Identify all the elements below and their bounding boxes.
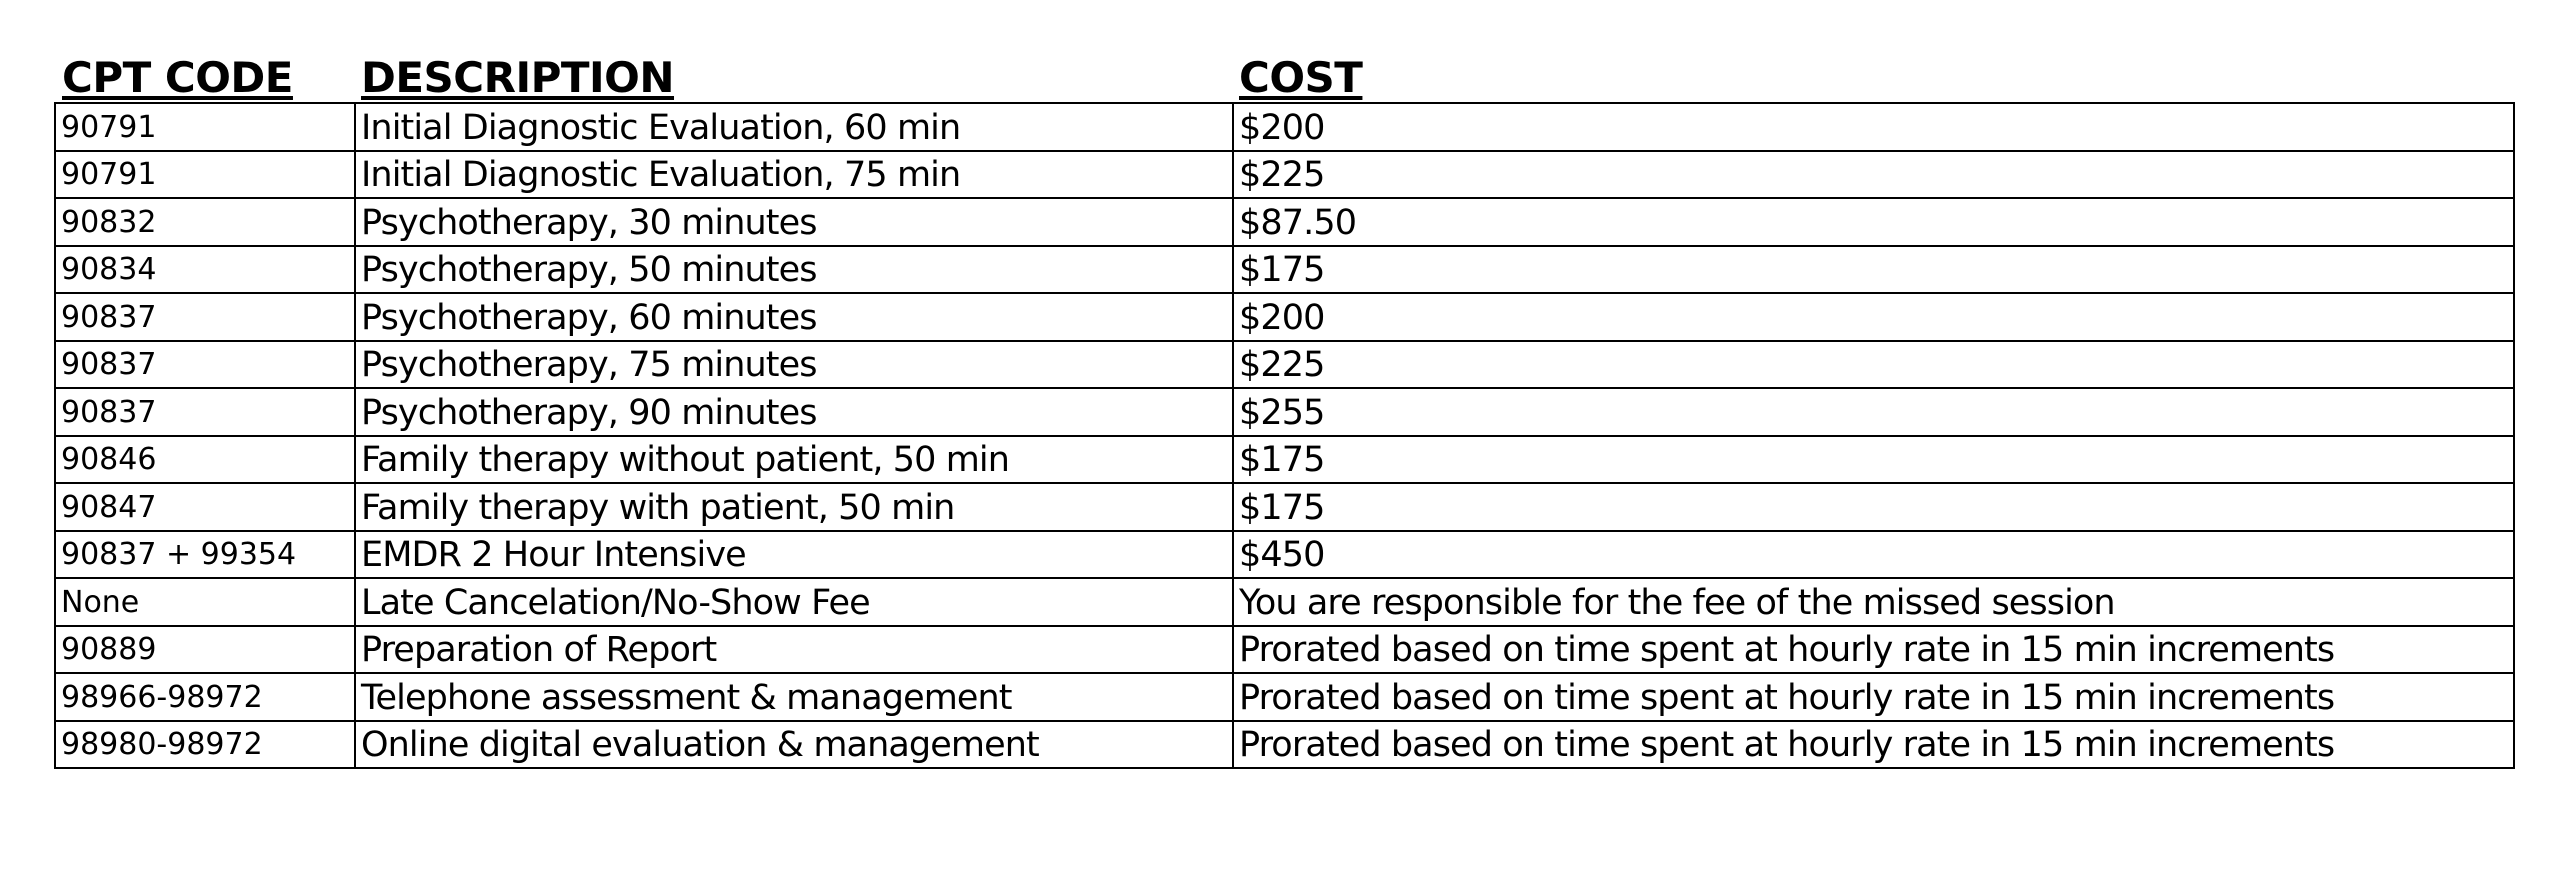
cpt-code-cell: 90837 [55,388,355,436]
description-cell: Family therapy with patient, 50 min [355,483,1233,531]
table-row [55,246,2514,294]
cost-cell: You are responsible for the fee of the missed session [1233,578,2514,626]
table-row [55,198,2514,246]
cost-cell: $175 [1233,436,2514,484]
table-row [55,388,2514,436]
cost-cell: $200 [1233,293,2514,341]
table-row [55,341,2514,389]
cpt-code-cell: 90791 [55,151,355,199]
cpt-code-cell: 90889 [55,626,355,674]
cpt-code-cell: 90837 [55,293,355,341]
cost-cell: $175 [1233,246,2514,294]
table-row [55,721,2514,769]
cost-cell: $255 [1233,388,2514,436]
header-description: DESCRIPTION [361,53,675,102]
description-cell: Late Cancelation/No-Show Fee [355,578,1233,626]
description-cell: Telephone assessment & management [355,673,1233,721]
cpt-code-cell: 90837 + 99354 [55,531,355,579]
description-cell: Psychotherapy, 60 minutes [355,293,1233,341]
fee-schedule [54,50,2513,769]
header-cost: COST [1239,53,1363,102]
table-row [55,103,2514,151]
cpt-code-cell: 90832 [55,198,355,246]
table-row [55,626,2514,674]
description-cell: Psychotherapy, 50 minutes [355,246,1233,294]
cost-cell: Prorated based on time spent at hourly rate in 15 min increments [1233,673,2514,721]
cpt-code-cell: 90846 [55,436,355,484]
cpt-code-cell: 90847 [55,483,355,531]
cpt-code-cell: 90837 [55,341,355,389]
fee-table-body [55,103,2514,768]
cpt-code-cell: 90791 [55,103,355,151]
table-row [55,483,2514,531]
cpt-code-cell: 90834 [55,246,355,294]
description-cell: Online digital evaluation & management [355,721,1233,769]
description-cell: Initial Diagnostic Evaluation, 75 min [355,151,1233,199]
fee-table [54,102,2515,769]
description-cell: Preparation of Report [355,626,1233,674]
table-row [55,151,2514,199]
cost-cell: Prorated based on time spent at hourly rate in 15 min increments [1233,721,2514,769]
cost-cell: $225 [1233,151,2514,199]
description-cell: Psychotherapy, 90 minutes [355,388,1233,436]
cpt-code-cell: None [55,578,355,626]
cpt-code-cell: 98966-98972 [55,673,355,721]
cost-cell: $450 [1233,531,2514,579]
cost-cell: $87.50 [1233,198,2514,246]
header-cpt-code: CPT CODE [62,53,293,102]
description-cell: Initial Diagnostic Evaluation, 60 min [355,103,1233,151]
table-row [55,293,2514,341]
table-row [55,578,2514,626]
cost-cell: $175 [1233,483,2514,531]
header-row [54,50,2513,102]
table-row [55,436,2514,484]
cost-cell: Prorated based on time spent at hourly rate in 15 min increments [1233,626,2514,674]
table-row [55,531,2514,579]
description-cell: Psychotherapy, 30 minutes [355,198,1233,246]
description-cell: EMDR 2 Hour Intensive [355,531,1233,579]
table-row [55,673,2514,721]
description-cell: Psychotherapy, 75 minutes [355,341,1233,389]
cost-cell: $200 [1233,103,2514,151]
cpt-code-cell: 98980-98972 [55,721,355,769]
cost-cell: $225 [1233,341,2514,389]
description-cell: Family therapy without patient, 50 min [355,436,1233,484]
